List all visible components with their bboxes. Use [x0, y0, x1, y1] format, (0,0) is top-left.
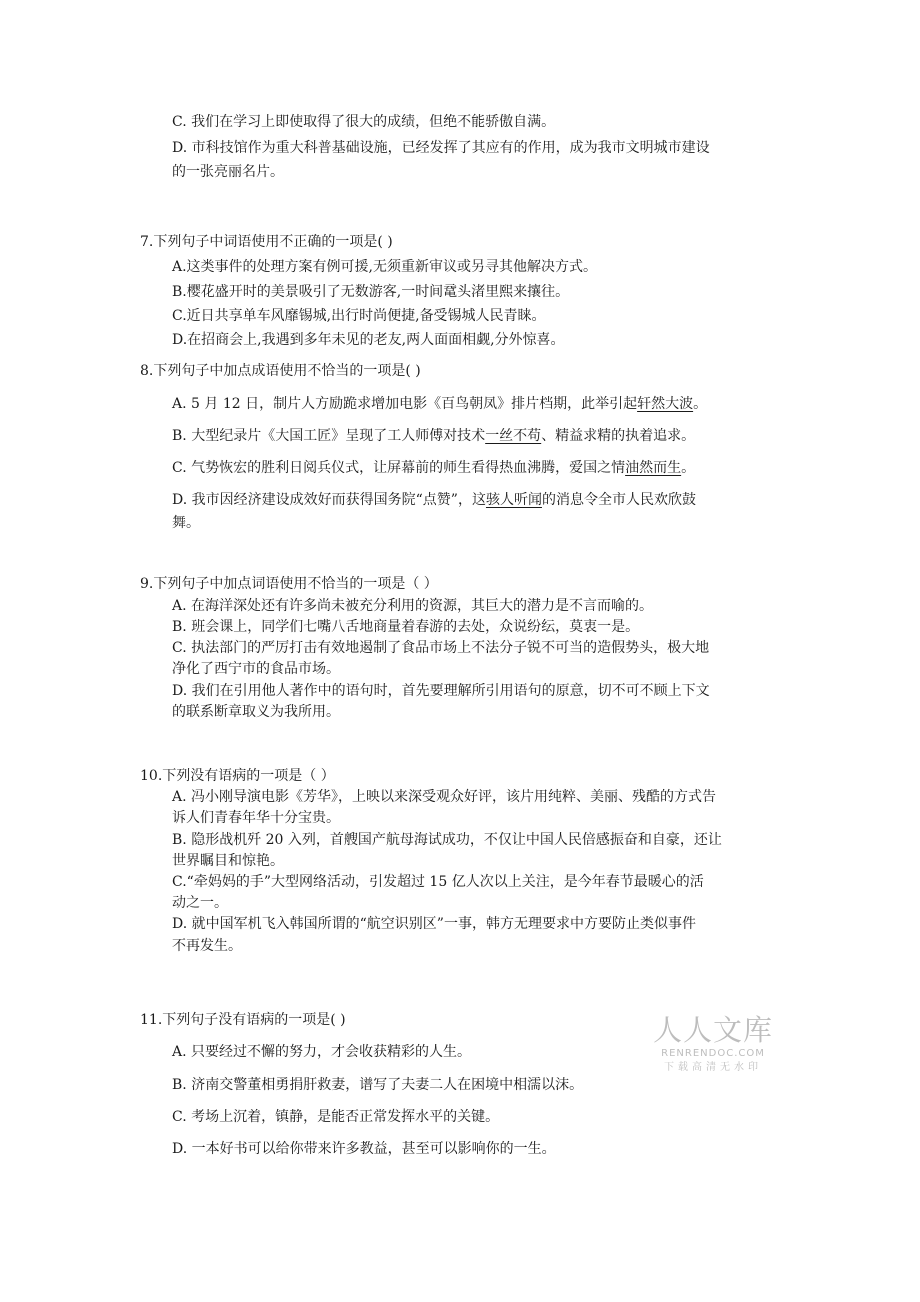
q8-option-b-idiom: 一丝不苟 — [485, 428, 542, 444]
q9-option-b: B. 班会课上，同学们七嘴八舌地商量着春游的去处，众说纷纭，莫衷一是。 — [172, 619, 640, 635]
watermark-logo — [648, 1013, 778, 1075]
watermark-subtitle: 下载高清无水印 — [664, 1062, 762, 1073]
q8-option-a-idiom: 轩然大波 — [637, 396, 694, 412]
q10-option-b-continued: 世界瞩目和惊艳。 — [172, 853, 284, 869]
q7-option-c: C.近日共享单车风靡锡城,出行时尚便捷,备受锡城人民青睐。 — [172, 308, 546, 324]
q8-option-a — [172, 394, 707, 414]
q8-option-d-idiom: 骇人听闻 — [485, 492, 542, 508]
q9-option-d: D. 我们在引用他人著作中的语句时，首先要理解所引用语句的原意，切不可不顾上下文 — [172, 683, 710, 699]
q8-option-d-continued: 舞。 — [172, 515, 200, 531]
q10-option-c-continued: 动之一。 — [172, 895, 228, 911]
q11-option-c: C. 考场上沉着，镇静，是能否正常发挥水平的关键。 — [172, 1109, 500, 1125]
q6-option-c: C. 我们在学习上即使取得了很大的成绩，但绝不能骄傲自满。 — [172, 114, 556, 130]
q10-option-d-continued: 不再发生。 — [172, 938, 242, 954]
q8-option-d — [172, 490, 696, 510]
q8-option-d-end: 的消息令全市人民欢欣鼓 — [541, 492, 696, 508]
watermark-title: 人人文库 — [652, 1013, 773, 1047]
q10-option-a: A. 冯小刚导演电影《芳华》，上映以来深受观众好评，该片用纯粹、美丽、残酷的方式告 — [172, 789, 717, 805]
q7-option-d: D.在招商会上,我遇到多年未见的老友,两人面面相觑,分外惊喜。 — [172, 332, 565, 348]
watermark-domain: RENRENDOC.COM — [661, 1048, 765, 1059]
q8-option-b-text: B. 大型纪录片《大国工匠》呈现了工人师傅对技术 — [172, 428, 486, 444]
q7-option-a: A.这类事件的处理方案有例可援,无须重新审议或另寻其他解决方式。 — [172, 259, 598, 275]
q6-option-d: D. 市科技馆作为重大科普基础设施，已经发挥了其应有的作用，成为我市文明城市建设 — [172, 140, 710, 156]
q11-stem: 11.下列句子没有语病的一项是( ) — [140, 1012, 346, 1028]
q7-stem: 7.下列句子中词语使用不正确的一项是( ) — [140, 234, 393, 250]
q11-option-b: B. 济南交警董相勇捐肝救妻，谱写了夫妻二人在困境中相濡以沫。 — [172, 1077, 584, 1093]
q8-option-c-end: 。 — [681, 460, 696, 476]
q9-option-c: C. 执法部门的严厉打击有效地遏制了食品市场上不法分子锐不可当的造假势头，极大地 — [172, 640, 710, 656]
q10-option-b: B. 隐形战机歼 20 入列，首艘国产航母海试成功，不仅让中国人民倍感振奋和自豪，还让 — [172, 832, 722, 848]
q6-option-d-continued: 的一张亮丽名片。 — [172, 164, 284, 180]
q10-option-a-continued: 诉人们青春年华十分宝贵。 — [172, 810, 340, 826]
q9-option-a: A. 在海洋深处还有许多尚未被充分利用的资源，其巨大的潜力是不言而喻的。 — [172, 598, 654, 614]
q8-option-c-text: C. 气势恢宏的胜利日阅兵仪式，让屏幕前的师生看得热血沸腾，爱国之情 — [172, 460, 626, 476]
q11-option-d: D. 一本好书可以给你带来许多教益，甚至可以影响你的一生。 — [172, 1141, 556, 1157]
q8-stem: 8.下列句子中加点成语使用不恰当的一项是( ) — [140, 363, 421, 379]
q8-option-a-end: 。 — [693, 396, 708, 412]
q10-stem: 10.下列没有语病的一项是（ ） — [140, 768, 335, 784]
q9-option-d-continued: 的联系断章取义为我所用。 — [172, 704, 340, 720]
q7-option-b: B.樱花盛开时的美景吸引了无数游客,一时间鼋头渚里熙来攘往。 — [172, 284, 570, 300]
q10-option-d: D. 就中国军机飞入韩国所谓的“航空识别区”一事，韩方无理要求中方要防止类似事件 — [172, 916, 696, 932]
q8-option-a-text: A. 5 月 12 日，制片人方励跪求增加电影《百鸟朝凤》排片档期，此举引起 — [172, 396, 638, 412]
q8-option-d-text: D. 我市因经济建设成效好而获得国务院“点赞”，这 — [172, 492, 486, 508]
q8-option-c-idiom: 油然而生 — [625, 460, 682, 476]
q8-option-b — [172, 426, 695, 446]
q8-option-c — [172, 458, 695, 478]
q11-option-a: A. 只要经过不懈的努力，才会收获精彩的人生。 — [172, 1044, 472, 1060]
q10-option-c: C.“牵妈妈的手”大型网络活动，引发超过 15 亿人次以上关注，是今年春节最暖心的活 — [172, 874, 704, 890]
q9-option-c-continued: 净化了西宁市的食品市场。 — [172, 661, 340, 677]
q8-option-b-end: 、精益求精的执着追求。 — [541, 428, 696, 444]
q9-stem: 9.下列句子中加点词语使用不恰当的一项是（ ） — [140, 576, 438, 592]
